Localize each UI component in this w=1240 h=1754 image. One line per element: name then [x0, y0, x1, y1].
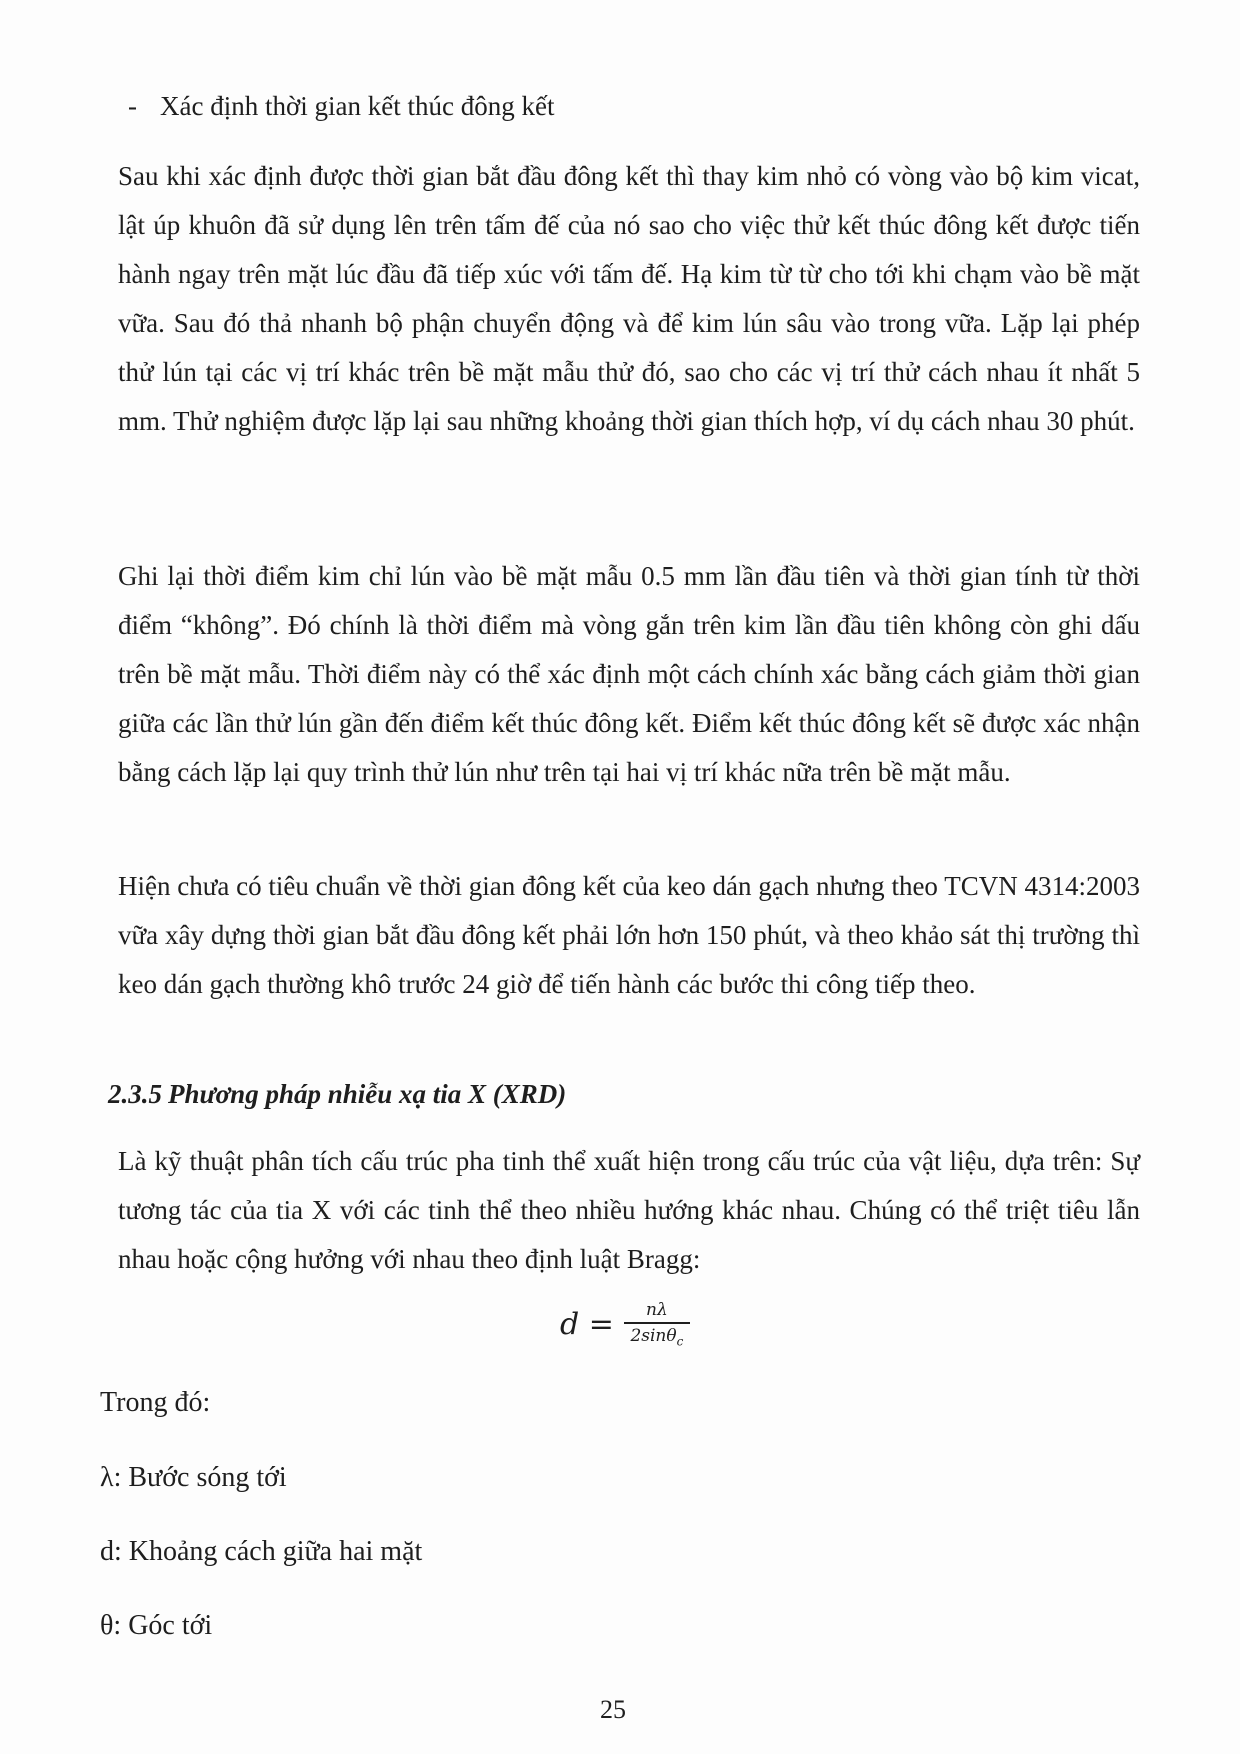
definition-theta: θ: Góc tới [100, 1610, 213, 1641]
formula-numerator: nλ [646, 1300, 668, 1320]
bullet-text: Xác định thời gian kết thúc đông kết [160, 91, 555, 121]
formula-lhs: d = [560, 1306, 614, 1342]
section-title: Phương pháp nhiễu xạ tia X (XRD) [168, 1079, 567, 1109]
definition-d: d: Khoảng cách giữa hai mặt [100, 1536, 423, 1567]
formula-denominator [630, 1324, 683, 1348]
paragraph-xrd-intro: Là kỹ thuật phân tích cấu trúc pha tinh thể xuất hiện trong cấu trúc của vật liệu, dựa trên: Sự tương tác của tia X với các tinh thể theo nhiều hướng khác nhau. Chúng có thể triệt tiêu lẫn nhau hoặc cộng hưởng với nhau theo định luật Bragg: [118, 1146, 1140, 1274]
where-label: Trong đó: [100, 1387, 211, 1418]
bullet-dash: - [128, 91, 137, 121]
formula-fraction [624, 1300, 690, 1348]
definition-lambda: λ: Bước sóng tới [100, 1462, 287, 1493]
formula-denominator-sub: c [676, 1334, 684, 1349]
paragraph-standard-note: Hiện chưa có tiêu chuẩn về thời gian đông kết của keo dán gạch nhưng theo TCVN 4314:2003 vữa xây dựng thời gian bắt đầu đông kết phải lớn hơn 150 phút, và theo khảo sát thị trường thì keo dán gạch thường khô trước 24 giờ để tiến hành các bước thi công tiếp theo. [118, 871, 1140, 999]
paragraph-recording-time: Ghi lại thời điểm kim chỉ lún vào bề mặt mẫu 0.5 mm lần đầu tiên và thời gian tính từ thời điểm “không”. Đó chính là thời điểm mà vòng gắn trên kim lần đầu tiên không còn ghi dấu trên bề mặt mẫu. Thời điểm này có thể xác định một cách chính xác bằng cách giảm thời gian giữa các lần thử lún gần đến điểm kết thúc đông kết. Điểm kết thúc đông kết sẽ được xác nhận bằng cách lặp lại quy trình thử lún như trên tại hai vị trí khác nữa trên bề mặt mẫu. [118, 561, 1140, 787]
paragraph-setting-end-procedure: Sau khi xác định được thời gian bắt đầu đông kết thì thay kim nhỏ có vòng vào bộ kim vicat, lật úp khuôn đã sử dụng lên trên tấm đế của nó sao cho việc thử kết thúc đông kết được tiến hành ngay trên mặt lúc đầu đã tiếp xúc với tấm đế. Hạ kim từ từ cho tới khi chạm vào bề mặt vữa. Sau đó thả nhanh bộ phận chuyển động và để kim lún sâu vào trong vữa. Lặp lại phép thử lún tại các vị trí khác trên bề mặt mẫu thử đó, sao cho các vị trí thử cách nhau ít nhất 5 mm. Thử nghiệm được lặp lại sau những khoảng thời gian thích hợp, ví dụ cách nhau 30 phút. [118, 161, 1140, 436]
bragg-formula [560, 1300, 690, 1348]
section-number: 2.3.5 [108, 1079, 162, 1109]
formula-denominator-main: 2sinθ [630, 1326, 677, 1346]
bullet-item [128, 82, 828, 131]
page-number: 25 [600, 1695, 626, 1724]
section-heading [108, 1070, 566, 1119]
